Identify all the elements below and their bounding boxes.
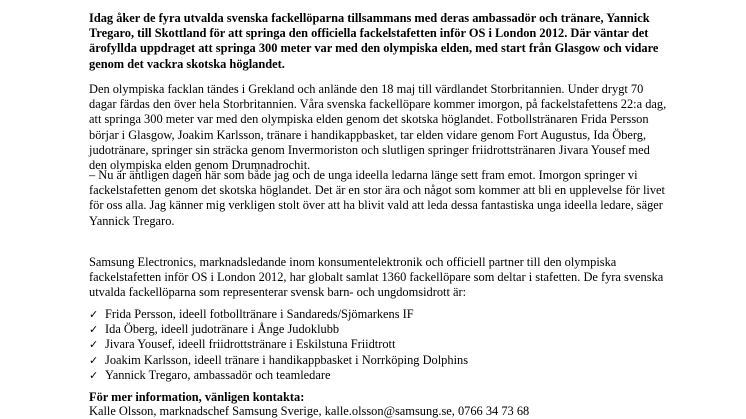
body-paragraph-1: Den olympiska facklan tändes i Grekland och anlände den 18 maj till värdlandet Storbritannien. Under drygt 70 dagar färdas den över hela Storbritannien. Våra svenska fackellöpare kommer imorgon, på fackelstafettens 22:a dag, att springa 300 meter var med den olympiska elden genom det skotska höglandet. Fotbollstränaren Frida Persson börjar i Glasgow, Joakim Karlsson, tränare i handikappbasket, tar elden vidare genom Fort Augustus, Ida Öberg, judotränare, springer sin sträcka genom Invermoriston och slutligen springer friidrottstränaren Jivara Yousef med den olympiska elden genom Drumnadrochit. xyxy=(89,82,667,173)
check-icon: ✓ xyxy=(89,353,99,367)
list-item xyxy=(89,337,468,352)
runner-name: Frida Persson, ideell fotbolltränare i Sandareds/Sjömarkens IF xyxy=(105,307,414,321)
runner-name: Yannick Tregaro, ambassadör och teamledare xyxy=(105,367,331,382)
check-icon: ✓ xyxy=(89,323,99,337)
runner-name: Joakim Karlsson, ideell tränare i handikappbasket i Norrköping Dolphins xyxy=(105,352,469,367)
runner-list xyxy=(89,307,468,383)
quote-paragraph: – Nu är äntligen dagen här som både jag och de unga ideella ledarna länge sett fram emot. Imorgon springer vi fackelstafetten genom det skotska höglandet. Det är en stor ära och något som kommer att bli en upplevelse för livet för oss alla. Jag känner mig verkligen stolt över att ha blivit vald att leda dessa fantastiska unga ideella ledare, säger Yannick Tregaro. xyxy=(89,168,665,228)
check-icon: ✓ xyxy=(89,308,99,321)
list-item xyxy=(89,307,468,322)
list-item xyxy=(89,353,468,368)
lead-paragraph: Idag åker de fyra utvalda svenska fackellöparna tillsammans med deras ambassadör och tränare, Yannick Tregaro, till Skottland för att springa den officiella fackelstafetten inför OS i London 2012. Där väntar det ärofyllda uppdraget att springa 300 meter var med den olympiska elden, med start från Glasgow och vidare genom det vackra skotska höglandet. xyxy=(89,11,659,71)
body-paragraph-3: Samsung Electronics, marknadsledande inom konsumentelektronik och officiell partner till den olympiska fackelstafetten inför OS i London 2012, har globalt samlat 1360 fackellöpare som deltar i stafetten. De fyra svenska utvalda fackellöparna som representerar svensk barn- och ungdomsidrott är: xyxy=(89,255,664,300)
runner-name: Jivara Yousef, ideell friidrottstränare i Eskilstuna Friidtrott xyxy=(105,337,396,352)
contact-line: Kalle Olsson, marknadschef Samsung Sverige, kalle.olsson@samsung.se, 0766 34 73 68 xyxy=(89,404,530,418)
runner-name: Ida Öberg, ideell judotränare i Ånge Judoklubb xyxy=(105,322,340,337)
list-item xyxy=(89,322,468,337)
contact-heading: För mer information, vänligen kontakta: xyxy=(89,390,305,404)
check-icon: ✓ xyxy=(89,368,99,382)
list-item xyxy=(89,368,468,383)
check-icon: ✓ xyxy=(89,338,99,352)
